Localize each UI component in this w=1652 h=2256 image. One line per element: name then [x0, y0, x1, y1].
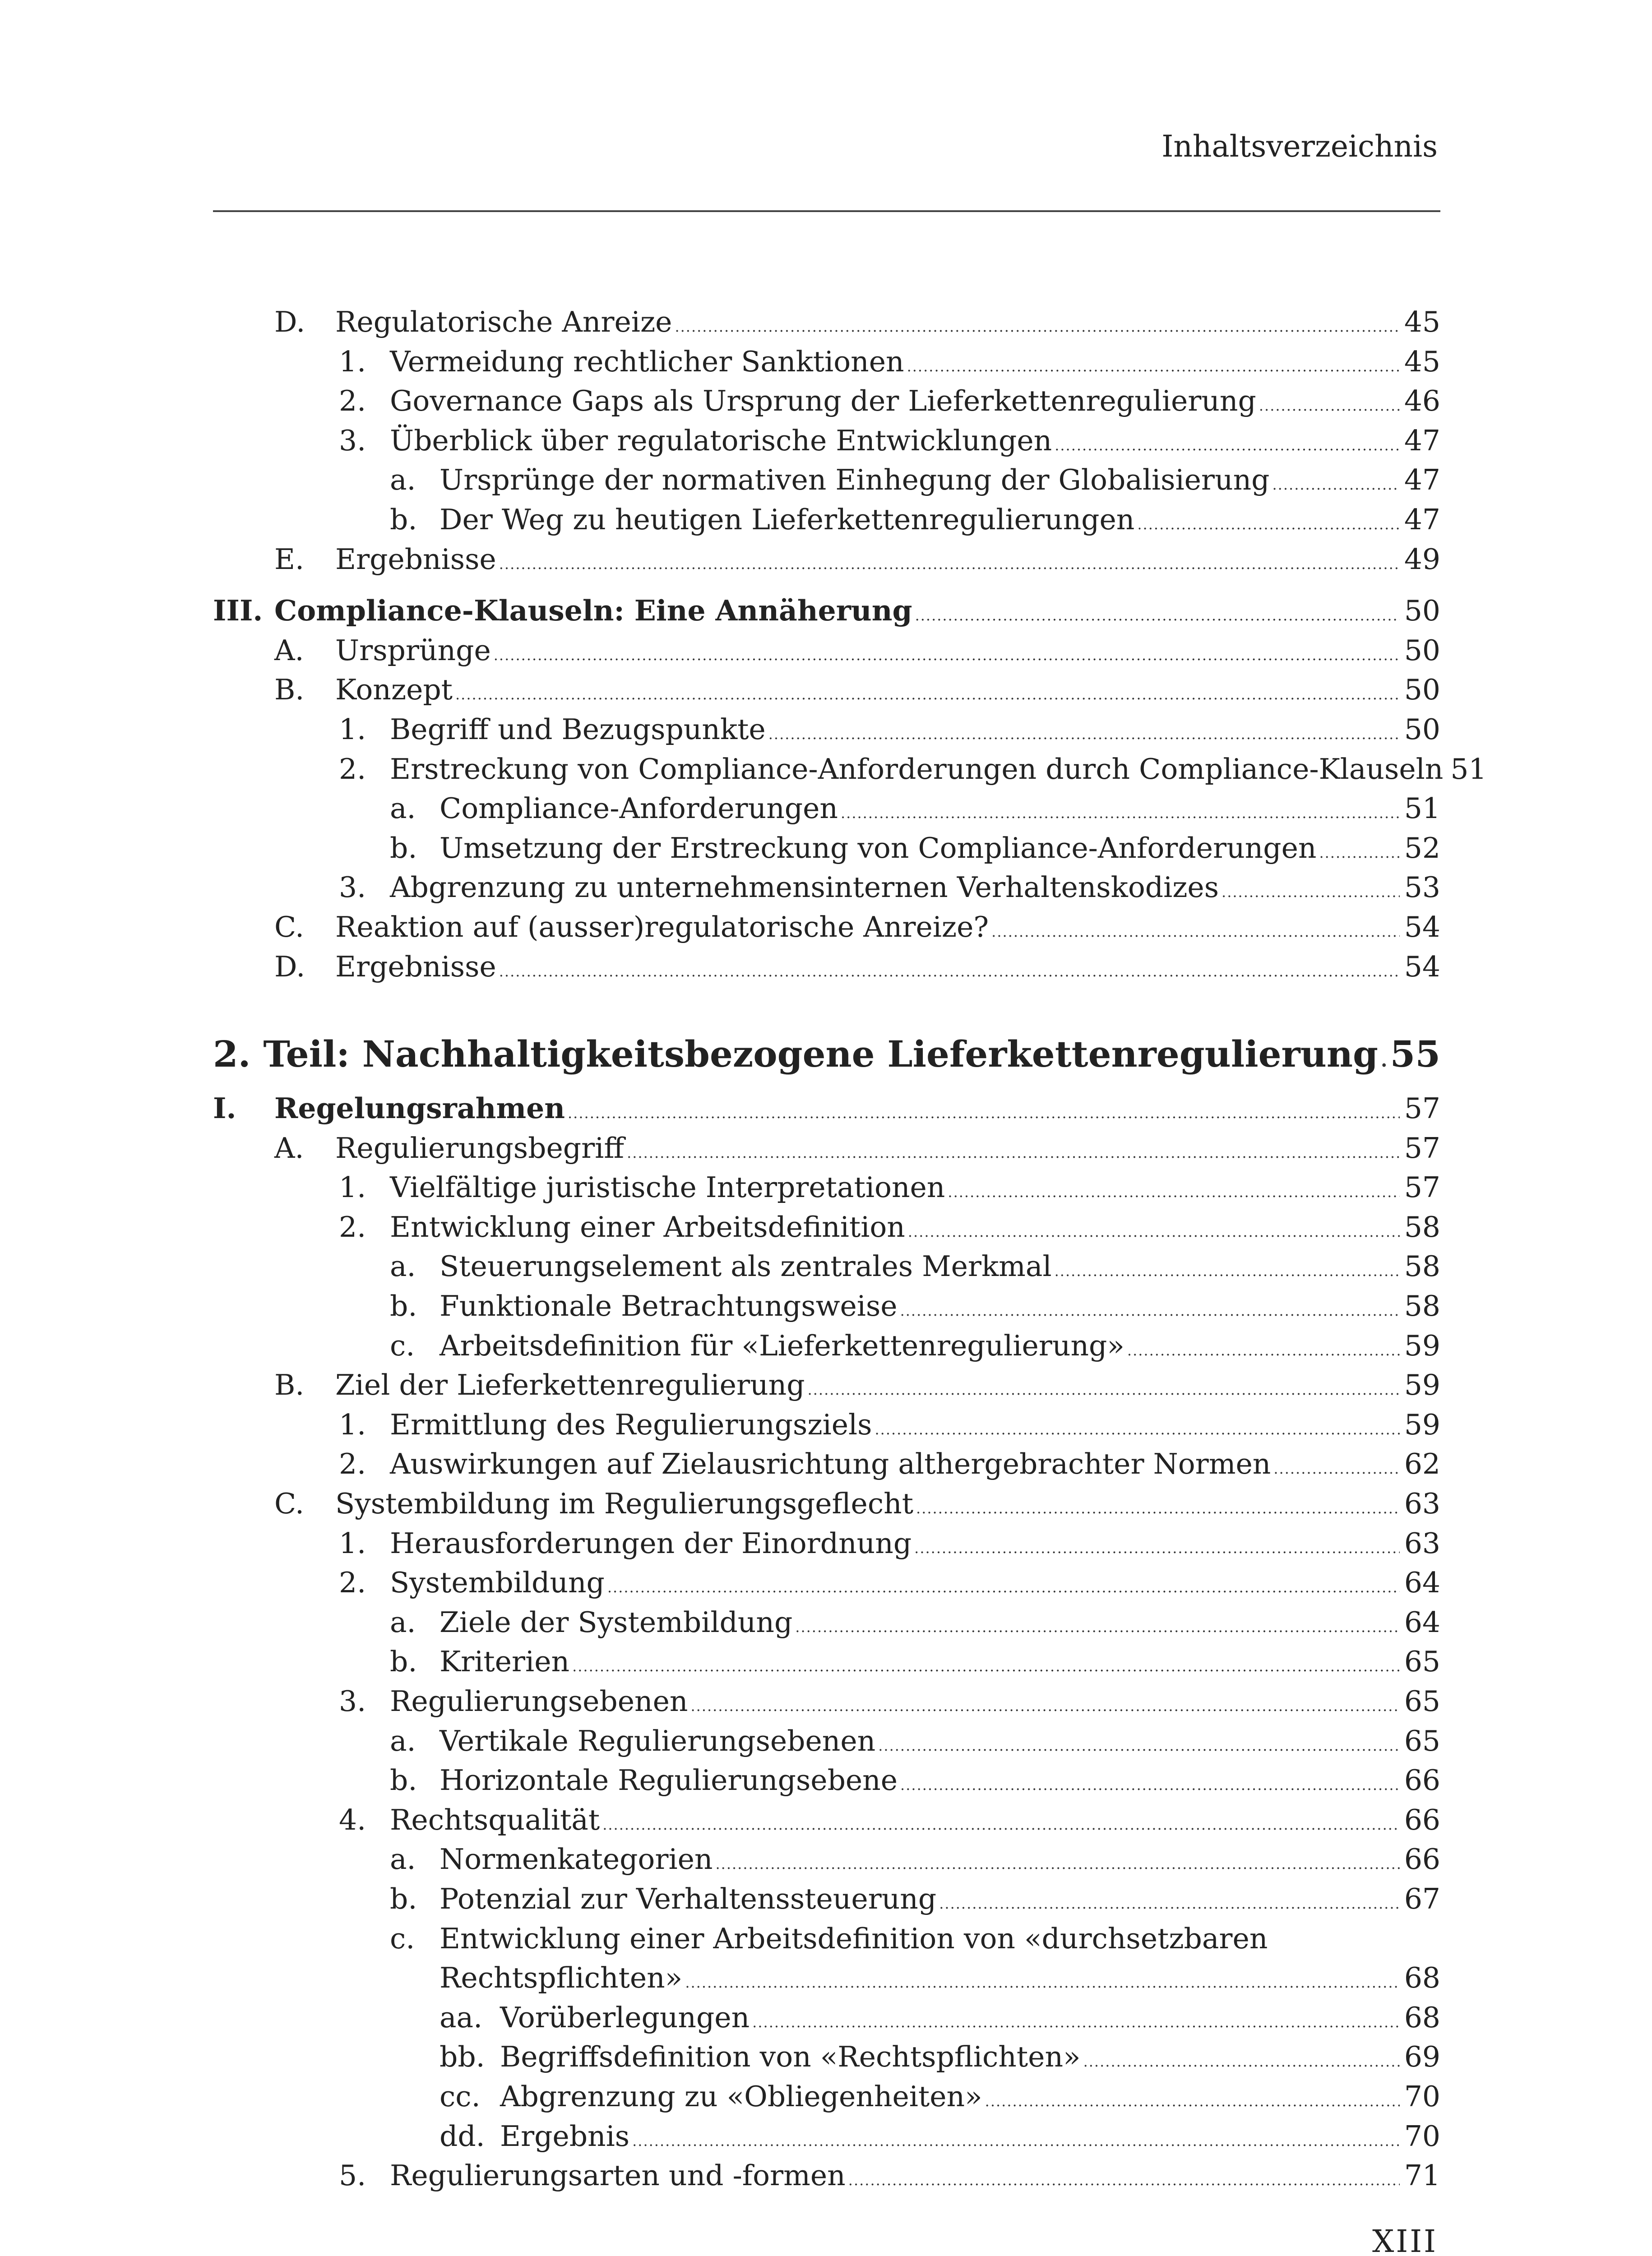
toc-entry[interactable]	[213, 1207, 1440, 1247]
dot-leader	[572, 1647, 1400, 1687]
toc-entry[interactable]	[213, 1168, 1440, 1207]
toc-entry[interactable]	[213, 710, 1440, 749]
dot-leader	[1055, 1252, 1400, 1291]
toc-entry-page: 70	[1404, 2080, 1440, 2113]
header-rule	[213, 210, 1440, 212]
toc-entry-number: a.	[390, 1250, 416, 1283]
toc-entry-title: Ursprünge der normativen Einhegung der Globalisierung	[440, 463, 1270, 497]
toc-entry-title: Horizontale Regulierungsebene	[440, 1764, 898, 1797]
toc-entry[interactable]	[213, 460, 1440, 500]
toc-entry[interactable]	[213, 1484, 1440, 1524]
dot-leader	[602, 1805, 1400, 1845]
toc-entry-page: 66	[1404, 1843, 1440, 1876]
toc-entry-number: a.	[390, 1724, 416, 1757]
toc-entry-number: 1.	[339, 1171, 366, 1204]
toc-entry-page: 65	[1404, 1645, 1440, 1678]
toc-entry-title: Ergebnisse	[335, 542, 496, 576]
toc-entry-title: Regulierungsbegriff	[335, 1131, 625, 1165]
toc-entry-title: Regulatorische Anreize	[335, 305, 672, 338]
toc-entry-number: C.	[274, 1487, 304, 1521]
dot-leader	[916, 1489, 1400, 1529]
toc-entry[interactable]	[213, 1524, 1440, 1563]
toc-entry-number: 2.	[339, 384, 366, 418]
toc-entry-page: 49	[1404, 542, 1440, 576]
toc-entry[interactable]	[213, 1998, 1440, 2038]
dot-leader	[1127, 1331, 1400, 1371]
toc-entry-number: 2.	[339, 1447, 366, 1481]
toc-entry[interactable]	[213, 1089, 1440, 1128]
dot-leader	[627, 1133, 1400, 1173]
toc-entry[interactable]	[213, 670, 1440, 710]
toc-entry-title: Regulierungsebenen	[390, 1685, 688, 1718]
toc-entry-page: 71	[1404, 2159, 1440, 2192]
toc-entry-page: 50	[1404, 673, 1440, 707]
toc-entry-title: Begriffsdefinition von «Rechtspflichten»	[500, 2040, 1081, 2074]
toc-entry-title: Entwicklung einer Arbeitsdefinition	[390, 1210, 905, 1244]
toc-entry-page: 66	[1404, 1803, 1440, 1836]
toc-entry-page: 45	[1404, 345, 1440, 378]
toc-entry-page: 66	[1404, 1764, 1440, 1797]
running-head: Inhaltsverzeichnis	[1161, 129, 1438, 164]
dot-leader	[494, 636, 1400, 675]
toc-entry-page: 47	[1404, 463, 1440, 497]
toc-entry-title: Normenkategorien	[440, 1843, 713, 1876]
toc-entry-title: Ziel der Lieferkettenregulierung	[335, 1368, 805, 1402]
dot-leader	[499, 952, 1400, 992]
toc-entry[interactable]	[213, 1326, 1440, 1366]
toc-entry-page: 58	[1404, 1290, 1440, 1323]
toc-entry-number: a.	[390, 463, 416, 497]
toc-entry[interactable]	[213, 591, 1440, 631]
dot-leader	[685, 1963, 1400, 2003]
dot-leader	[948, 1173, 1399, 1212]
toc-entry[interactable]	[213, 1247, 1440, 1286]
toc-entry-title: Entwicklung einer Arbeitsdefinition von «durchsetzbaren	[440, 1922, 1268, 1955]
toc-entry[interactable]	[213, 1128, 1440, 1168]
toc-entry-title: Ursprünge	[335, 633, 491, 667]
toc-entry[interactable]	[213, 1642, 1440, 1682]
toc-entry-page: 69	[1404, 2040, 1440, 2074]
toc-entry-number: B.	[274, 673, 305, 707]
toc-entry-number: 5.	[339, 2159, 366, 2192]
dot-leader	[1259, 386, 1400, 426]
toc-entry-page: 57	[1404, 1131, 1440, 1165]
toc-entry-number: 2.	[339, 1210, 366, 1244]
toc-entry[interactable]	[213, 1444, 1440, 1484]
toc-entry-page: 52	[1404, 831, 1440, 864]
dot-leader	[939, 1884, 1400, 1924]
toc-entry-title: Steuerungselement als zentrales Merkmal	[440, 1250, 1052, 1283]
toc-entry[interactable]	[213, 868, 1440, 907]
toc-entry-number: a.	[390, 792, 416, 825]
toc-entry-page: 54	[1404, 910, 1440, 943]
dot-leader	[878, 1726, 1400, 1766]
toc-entry-title: Der Weg zu heutigen Lieferkettenregulierungen	[440, 503, 1135, 536]
dot-leader	[795, 1608, 1400, 1647]
toc-entry-number: aa.	[440, 2001, 483, 2034]
toc-entry-number: 1.	[339, 345, 366, 378]
toc-entry-number: I.	[213, 1091, 236, 1125]
toc-entry[interactable]	[213, 907, 1440, 947]
dot-leader	[841, 794, 1400, 833]
toc-entry-number: B.	[274, 1368, 305, 1402]
toc-entry-number: c.	[390, 1922, 415, 1955]
toc-entry-number: 1.	[339, 712, 366, 746]
toc-entry[interactable]	[213, 1879, 1440, 1919]
toc-entry[interactable]	[213, 1761, 1440, 1800]
toc-entry[interactable]	[213, 749, 1487, 789]
dot-leader	[808, 1370, 1400, 1410]
toc-entry-number: b.	[390, 503, 417, 536]
toc-entry-number: 4.	[339, 1803, 366, 1836]
toc-entry-page: 46	[1404, 384, 1440, 418]
toc-entry-number: E.	[274, 542, 305, 576]
toc-entry-page: 58	[1404, 1250, 1440, 1283]
dot-leader	[991, 912, 1400, 952]
toc-entry-page: 64	[1404, 1605, 1440, 1639]
toc-entry-number: b.	[390, 1764, 417, 1797]
toc-entry-title: Ermittlung des Regulierungsziels	[390, 1408, 872, 1441]
dot-leader	[985, 2082, 1400, 2122]
toc-entry-title: Regelungsrahmen	[274, 1091, 565, 1125]
toc-entry-page: 55	[1390, 1033, 1440, 1076]
toc-entry-number: dd.	[440, 2119, 485, 2153]
toc-entry-number: 3.	[339, 1685, 366, 1718]
toc-entry-title: Abgrenzung zu «Obliegenheiten»	[500, 2080, 982, 2113]
toc-entry[interactable]	[213, 2037, 1440, 2077]
dot-leader	[1055, 426, 1400, 466]
toc-entry[interactable]	[213, 1603, 1440, 1642]
toc-entry-title: Arbeitsdefinition für «Lieferkettenregulierung»	[440, 1329, 1124, 1362]
dot-leader	[875, 1410, 1399, 1450]
toc-entry-page: 57	[1404, 1092, 1440, 1125]
toc-entry-title: Regulierungsarten und -formen	[390, 2159, 846, 2192]
toc-entry-number: 1.	[339, 1408, 366, 1441]
toc-entry[interactable]	[213, 421, 1440, 461]
toc-entry[interactable]	[213, 342, 1440, 382]
dot-leader	[908, 1212, 1400, 1252]
dot-leader	[690, 1687, 1399, 1726]
toc-entry-number: D.	[274, 950, 305, 983]
toc-entry-number: 2.	[339, 752, 366, 786]
toc-entry-title: Herausforderungen der Einordnung	[390, 1526, 912, 1560]
toc-entry[interactable]	[213, 500, 1440, 540]
toc-entry[interactable]	[213, 302, 1440, 342]
toc-entry-page: 62	[1404, 1447, 1440, 1481]
toc-entry[interactable]	[213, 1958, 1440, 1998]
toc-entry-title: Compliance-Anforderungen	[440, 792, 838, 825]
toc-entry-page: 51	[1404, 792, 1440, 825]
toc-entry-title: Vertikale Regulierungsebenen	[440, 1724, 876, 1757]
toc-entry-number: c.	[390, 1329, 415, 1362]
toc-entry-title: Konzept	[335, 673, 453, 707]
toc-entry-title: Ergebnis	[500, 2119, 630, 2153]
toc-entry-page: 70	[1404, 2119, 1440, 2153]
toc-entry-title: Potenzial zur Verhaltenssteuerung	[440, 1882, 937, 1915]
dot-leader	[768, 715, 1400, 754]
toc-entry-title: Auswirkungen auf Zielausrichtung althergebrachter Normen	[390, 1447, 1271, 1481]
toc-entry-page: 65	[1404, 1724, 1440, 1757]
toc-entry-number: a.	[390, 1843, 416, 1876]
toc-entry-page: 50	[1404, 633, 1440, 667]
dot-leader	[568, 1094, 1400, 1133]
toc-entry-page: 63	[1404, 1526, 1440, 1560]
dot-leader	[914, 1529, 1400, 1568]
toc-entry-title: Umsetzung der Erstreckung von Compliance-Anforderungen	[440, 831, 1317, 864]
toc-entry-number: III.	[213, 594, 263, 628]
toc-entry-title: 2. Teil: Nachhaltigkeitsbezogene Lieferkettenregulierung	[213, 1033, 1378, 1076]
toc-entry-title: Ergebnisse	[335, 950, 496, 983]
toc-entry-title: Vermeidung rechtlicher Sanktionen	[390, 345, 904, 378]
toc-entry[interactable]	[213, 1919, 1440, 1959]
toc-entry-page: 53	[1404, 871, 1440, 904]
dot-leader	[907, 347, 1400, 387]
toc-entry-number: C.	[274, 910, 304, 943]
toc-entry-title: Governance Gaps als Ursprung der Lieferkettenregulierung	[390, 384, 1256, 418]
dot-leader	[1137, 505, 1399, 545]
toc-entry-title: Überblick über regulatorische Entwicklungen	[390, 424, 1052, 457]
toc-entry[interactable]	[213, 1365, 1440, 1405]
toc-entry-number: A.	[274, 1131, 304, 1165]
toc-entry[interactable]	[213, 1721, 1440, 1761]
toc-entry-title: Vorüberlegungen	[500, 2001, 750, 2034]
toc-entry-title: Systembildung im Regulierungsgeflecht	[335, 1487, 914, 1521]
toc-entry-title: Reaktion auf (ausser)regulatorische Anreize?	[335, 910, 989, 943]
toc-entry[interactable]	[213, 1800, 1440, 1840]
toc-entry-page: 63	[1404, 1487, 1440, 1521]
toc-entry-page: 58	[1404, 1210, 1440, 1244]
toc-entry[interactable]	[213, 828, 1440, 868]
toc-entry-number: b.	[390, 1290, 417, 1323]
toc-entry-title: Begriff und Bezugspunkte	[390, 712, 766, 746]
toc-entry-number: 3.	[339, 424, 366, 457]
toc-entry-number: b.	[390, 1645, 417, 1678]
dot-leader	[915, 596, 1400, 636]
toc-part-heading[interactable]	[213, 1031, 1440, 1077]
toc-entry-number: cc.	[440, 2080, 481, 2113]
toc-entry-number: b.	[390, 831, 417, 864]
dot-leader	[675, 307, 1399, 347]
toc-entry[interactable]	[213, 540, 1440, 579]
toc-entry-title: Rechtsqualität	[390, 1803, 600, 1836]
toc-entry-page: 57	[1404, 1171, 1440, 1204]
dot-leader	[632, 2122, 1400, 2161]
dot-leader	[900, 1291, 1400, 1331]
toc-entry-page: 59	[1404, 1368, 1440, 1402]
dot-leader	[752, 2003, 1400, 2043]
toc-entry-page: 68	[1404, 2001, 1440, 2034]
toc-entry[interactable]	[213, 2156, 1440, 2196]
toc-entry-number: bb.	[440, 2040, 485, 2074]
dot-leader	[715, 1845, 1399, 1884]
toc-entry-page: 64	[1404, 1566, 1440, 1600]
dot-leader	[455, 675, 1400, 715]
toc-entry-number: a.	[390, 1605, 416, 1639]
toc-entry-page: 50	[1404, 594, 1440, 628]
toc-entry[interactable]	[213, 2117, 1440, 2156]
toc-entry[interactable]	[213, 2077, 1440, 2117]
toc-entry[interactable]	[213, 789, 1440, 828]
toc-entry-page: 59	[1404, 1329, 1440, 1362]
toc-entry-number: 2.	[339, 1566, 366, 1600]
dot-leader	[900, 1766, 1400, 1805]
dot-leader	[1083, 2042, 1400, 2082]
toc-entry-title: Funktionale Betrachtungsweise	[440, 1290, 898, 1323]
dot-leader	[1273, 1449, 1399, 1489]
dot-leader	[1381, 1038, 1386, 1083]
toc-entry-page: 51	[1450, 752, 1487, 786]
toc-entry[interactable]	[213, 1405, 1440, 1445]
toc-entry-number: D.	[274, 305, 305, 338]
toc-entry-number: A.	[274, 633, 304, 667]
dot-leader	[607, 1568, 1400, 1608]
toc-entry-page: 67	[1404, 1882, 1440, 1915]
dot-leader	[499, 545, 1400, 584]
page-number: XIII	[1372, 2224, 1438, 2256]
toc-entry-page: 59	[1404, 1408, 1440, 1441]
toc-entry-title: Ziele der Systembildung	[440, 1605, 793, 1639]
toc-entry[interactable]	[213, 947, 1440, 987]
toc-entry-number: b.	[390, 1882, 417, 1915]
dot-leader	[848, 2161, 1400, 2201]
toc-entry[interactable]	[213, 1682, 1440, 1721]
toc-entry-title: Erstreckung von Compliance-Anforderungen durch Compliance-Klauseln	[390, 752, 1444, 786]
toc-entry-title: Systembildung	[390, 1566, 605, 1600]
toc-entry-page: 54	[1404, 950, 1440, 983]
toc-entry-title: Vielfältige juristische Interpretationen	[390, 1171, 945, 1204]
toc-entry-title-continued: Rechtspflichten»	[440, 1961, 683, 1995]
toc-entry[interactable]	[213, 381, 1440, 421]
table-of-contents	[213, 302, 1487, 2196]
toc-entry-title: Abgrenzung zu unternehmensinternen Verhaltenskodizes	[390, 871, 1219, 904]
toc-entry-page: 65	[1404, 1685, 1440, 1718]
toc-entry[interactable]	[213, 1563, 1440, 1603]
dot-leader	[1319, 833, 1399, 873]
toc-entry-page: 45	[1404, 305, 1440, 338]
toc-entry-page: 47	[1404, 503, 1440, 536]
toc-entry-page: 47	[1404, 424, 1440, 457]
toc-entry[interactable]	[213, 1840, 1440, 1879]
dot-leader	[1222, 873, 1400, 912]
toc-entry[interactable]	[213, 1286, 1440, 1326]
toc-entry-title: Kriterien	[440, 1645, 570, 1678]
dot-leader	[1273, 465, 1400, 505]
toc-entry-number: 3.	[339, 871, 366, 904]
toc-entry[interactable]	[213, 631, 1440, 670]
toc-entry-page: 68	[1404, 1961, 1440, 1995]
toc-entry-number: 1.	[339, 1526, 366, 1560]
toc-entry-title: Compliance-Klauseln: Eine Annäherung	[274, 594, 912, 628]
toc-entry-page: 50	[1404, 712, 1440, 746]
